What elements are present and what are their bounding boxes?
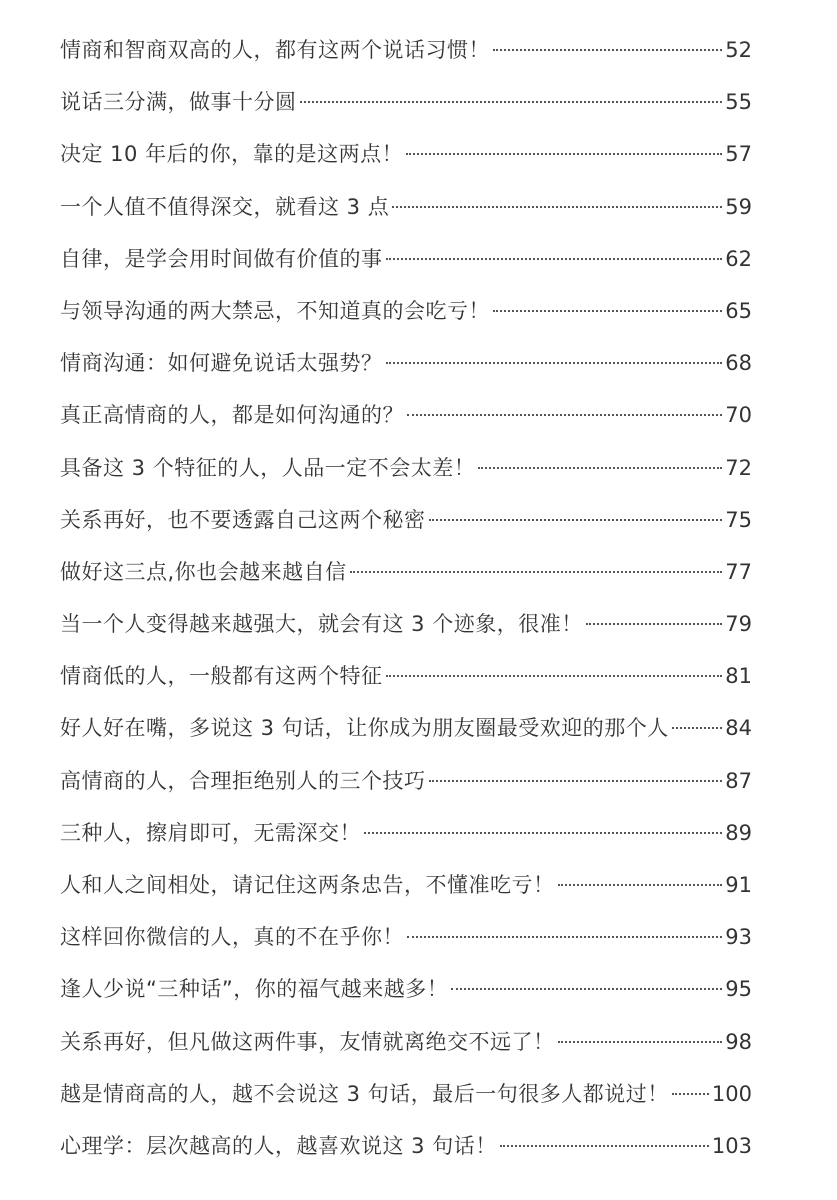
toc-entry-page: 95 [725,977,752,1002]
toc-entry-page: 79 [725,612,752,637]
table-of-contents [60,24,752,1172]
toc-dot-leader [300,101,723,103]
toc-entry-title: 人和人之间相处，请记住这两条忠告，不懂准吃亏！ [60,873,555,897]
toc-entry[interactable] [60,128,752,180]
toc-dot-leader [672,727,723,729]
toc-dot-leader [493,310,722,312]
toc-dot-leader [407,936,722,938]
toc-entry-page: 103 [711,1133,752,1158]
toc-entry-page: 57 [725,142,752,167]
toc-entry[interactable] [60,24,752,76]
toc-entry-title: 真正高情商的人，都是如何沟通的？ [60,403,404,428]
toc-entry-title: 与领导沟通的两大禁忌，不知道真的会吃亏！ [60,298,490,323]
toc-entry-title: 情商低的人，一般都有这两个特征 [60,664,383,689]
toc-dot-leader [451,988,722,990]
toc-entry-page: 68 [725,351,752,376]
toc-entry-page: 75 [725,507,752,532]
toc-entry[interactable] [60,285,752,337]
toc-entry-page: 59 [725,194,752,219]
toc-entry[interactable] [60,233,752,285]
toc-entry[interactable] [60,442,752,494]
toc-entry-page: 98 [725,1029,752,1054]
toc-entry-title: 逢人少说“三种话”，你的福气越来越多！ [60,977,449,1002]
toc-entry-title: 高情商的人，合理拒绝别人的三个技巧 [60,768,426,793]
toc-entry-page: 62 [725,246,752,271]
toc-entry-title: 三种人，擦肩即可，无需深交！ [60,820,361,845]
toc-entry-title: 情商沟通：如何避免说话太强势？ [60,351,383,376]
toc-entry[interactable] [60,755,752,807]
toc-entry-title: 关系再好，但凡做这两件事，友情就离绝交不远了！ [60,1029,555,1054]
toc-entry-page: 55 [725,90,752,115]
toc-entry[interactable] [60,807,752,859]
toc-entry[interactable] [60,702,752,754]
toc-dot-leader [386,258,723,260]
toc-entry[interactable] [60,598,752,650]
toc-entry-page: 65 [725,298,752,323]
toc-entry[interactable] [60,1120,752,1172]
toc-entry[interactable] [60,1068,752,1120]
toc-entry-page: 70 [725,403,752,428]
toc-dot-leader [350,571,723,573]
toc-entry-page: 77 [725,559,752,584]
toc-entry[interactable] [60,911,752,963]
toc-dot-leader [493,49,722,51]
toc-entry-page: 81 [725,664,752,689]
toc-entry-title: 自律，是学会用时间做有价值的事 [60,246,383,271]
toc-entry-page: 100 [711,1081,752,1106]
toc-entry[interactable] [60,76,752,128]
toc-entry[interactable] [60,1016,752,1068]
toc-dot-leader [407,414,722,416]
toc-entry[interactable] [60,650,752,702]
toc-entry-page: 87 [725,768,752,793]
toc-entry-title: 具备这 3 个特征的人，人品一定不会太差！ [60,455,476,480]
toc-dot-leader [586,623,723,625]
toc-entry[interactable] [60,389,752,441]
toc-entry-title: 当一个人变得越来越强大，就会有这 3 个迹象，很准！ [60,612,583,637]
toc-dot-leader [672,1093,709,1095]
toc-entry-page: 72 [725,455,752,480]
toc-entry-title: 关系再好，也不要透露自己这两个秘密 [60,507,426,532]
toc-entry-title: 说话三分满，做事十分圆 [60,90,297,115]
toc-dot-leader [478,467,722,469]
toc-entry-title: 一个人值不值得深交，就看这 3 点 [60,194,390,219]
toc-dot-leader [386,362,723,364]
toc-entry[interactable] [60,963,752,1015]
toc-entry-title: 越是情商高的人，越不会说这 3 句话，最后一句很多人都说过！ [60,1081,669,1106]
toc-dot-leader [500,1145,709,1147]
toc-entry[interactable] [60,494,752,546]
toc-entry[interactable] [60,181,752,233]
toc-entry-title: 做好这三点,你也会越来越自信 [60,559,347,584]
toc-entry-page: 93 [725,925,752,950]
toc-dot-leader [406,153,722,155]
toc-entry-title: 这样回你微信的人，真的不在乎你！ [60,925,404,950]
toc-dot-leader [429,519,723,521]
toc-entry[interactable] [60,546,752,598]
toc-entry-title: 心理学：层次越高的人，越喜欢说这 3 句话！ [60,1133,497,1158]
toc-entry-page: 89 [725,820,752,845]
toc-entry-page: 52 [725,38,752,62]
toc-dot-leader [386,675,723,677]
toc-entry-title: 好人好在嘴，多说这 3 句话，让你成为朋友圈最受欢迎的那个人 [60,716,669,741]
toc-entry-page: 91 [725,873,752,897]
toc-entry-page: 84 [725,716,752,741]
toc-entry[interactable] [60,859,752,911]
toc-dot-leader [364,832,722,834]
toc-dot-leader [558,884,723,886]
toc-entry-title: 情商和智商双高的人，都有这两个说话习惯！ [60,38,490,62]
toc-entry-title: 决定 10 年后的你，靠的是这两点！ [60,142,404,167]
toc-dot-leader [392,206,722,208]
toc-dot-leader [558,1041,723,1043]
toc-entry[interactable] [60,337,752,389]
toc-dot-leader [429,780,723,782]
